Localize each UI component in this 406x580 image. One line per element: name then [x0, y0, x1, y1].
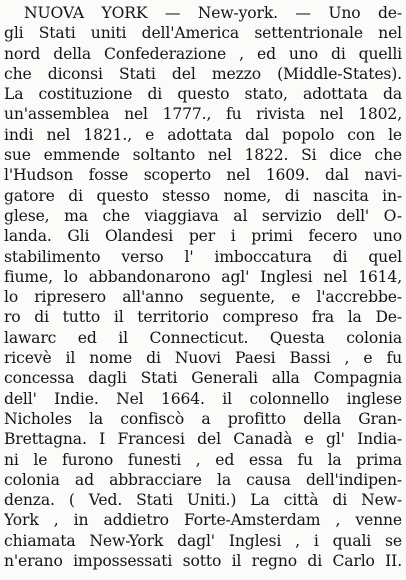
text-line: n'erano impossessati sotto il regno di Carlo II.	[4, 552, 402, 571]
text-line: stabilimento verso l' imboccatura di quel	[4, 247, 402, 266]
text-line: gli Stati uniti dell'America settentrionale nel	[4, 24, 402, 43]
text-line: fiume, lo abbandonarono agl' Inglesi nel 1614,	[4, 267, 402, 286]
text-line: ro di tutto il territorio compreso fra la De-	[4, 308, 402, 327]
text-line: glese, ma che viaggiava al servizio dell' O-	[4, 206, 402, 225]
text-line: concessa dagli Stati Generali alla Compagnia	[4, 369, 402, 388]
text-line: Nicholes la confiscò a profitto della Gran-	[4, 409, 402, 428]
text-line: lo ripresero all'anno seguente, e l'accrebbe-	[4, 288, 402, 307]
text-line: colonia ad abbracciare la causa dell'indipen-	[4, 470, 402, 489]
text-line: lawarc ed il Connecticut. Questa colonia	[4, 328, 402, 347]
text-line: La costituzione di questo stato, adottata da	[4, 85, 402, 104]
text-line: Brettagna. I Francesi del Canadà e gl' India-	[4, 430, 402, 449]
text-line: nord della Confederazione , ed uno di quelli	[4, 44, 402, 63]
text-line: denza. ( Ved. Stati Uniti.) La città di New-	[4, 491, 402, 510]
text-line: landa. Gli Olandesi per i primi fecero uno	[4, 227, 402, 246]
text-line: York , in addietro Forte-Amsterdam , venne	[4, 511, 402, 530]
article-body	[4, 3, 402, 571]
text-line: un'assemblea nel 1777., fu rivista nel 1802,	[4, 105, 402, 124]
text-line: indi nel 1821., e adottata dal popolo con le	[4, 125, 402, 144]
text-line: l'Hudson fosse scoperto nel 1609. dal navi-	[4, 166, 402, 185]
text-line: NUOVA YORK — New-york. — Uno de-	[24, 4, 402, 22]
text-line: dell' Indie. Nel 1664. il colonnello inglese	[4, 389, 402, 408]
text-line: ricevè il nome di Nuovi Paesi Bassi , e fu	[4, 349, 402, 368]
text-line: ni le furono funesti , ed essa fu la prima	[4, 450, 402, 469]
text-line: sue emmende soltanto nel 1822. Si dice che	[4, 146, 402, 165]
text-line: che diconsi Stati del mezzo (Middle-States).	[4, 64, 402, 83]
text-line: gatore di questo stesso nome, di nascita in-	[4, 186, 402, 205]
text-line: chiamata New-York dagl' Inglesi , i quali se	[4, 531, 402, 550]
